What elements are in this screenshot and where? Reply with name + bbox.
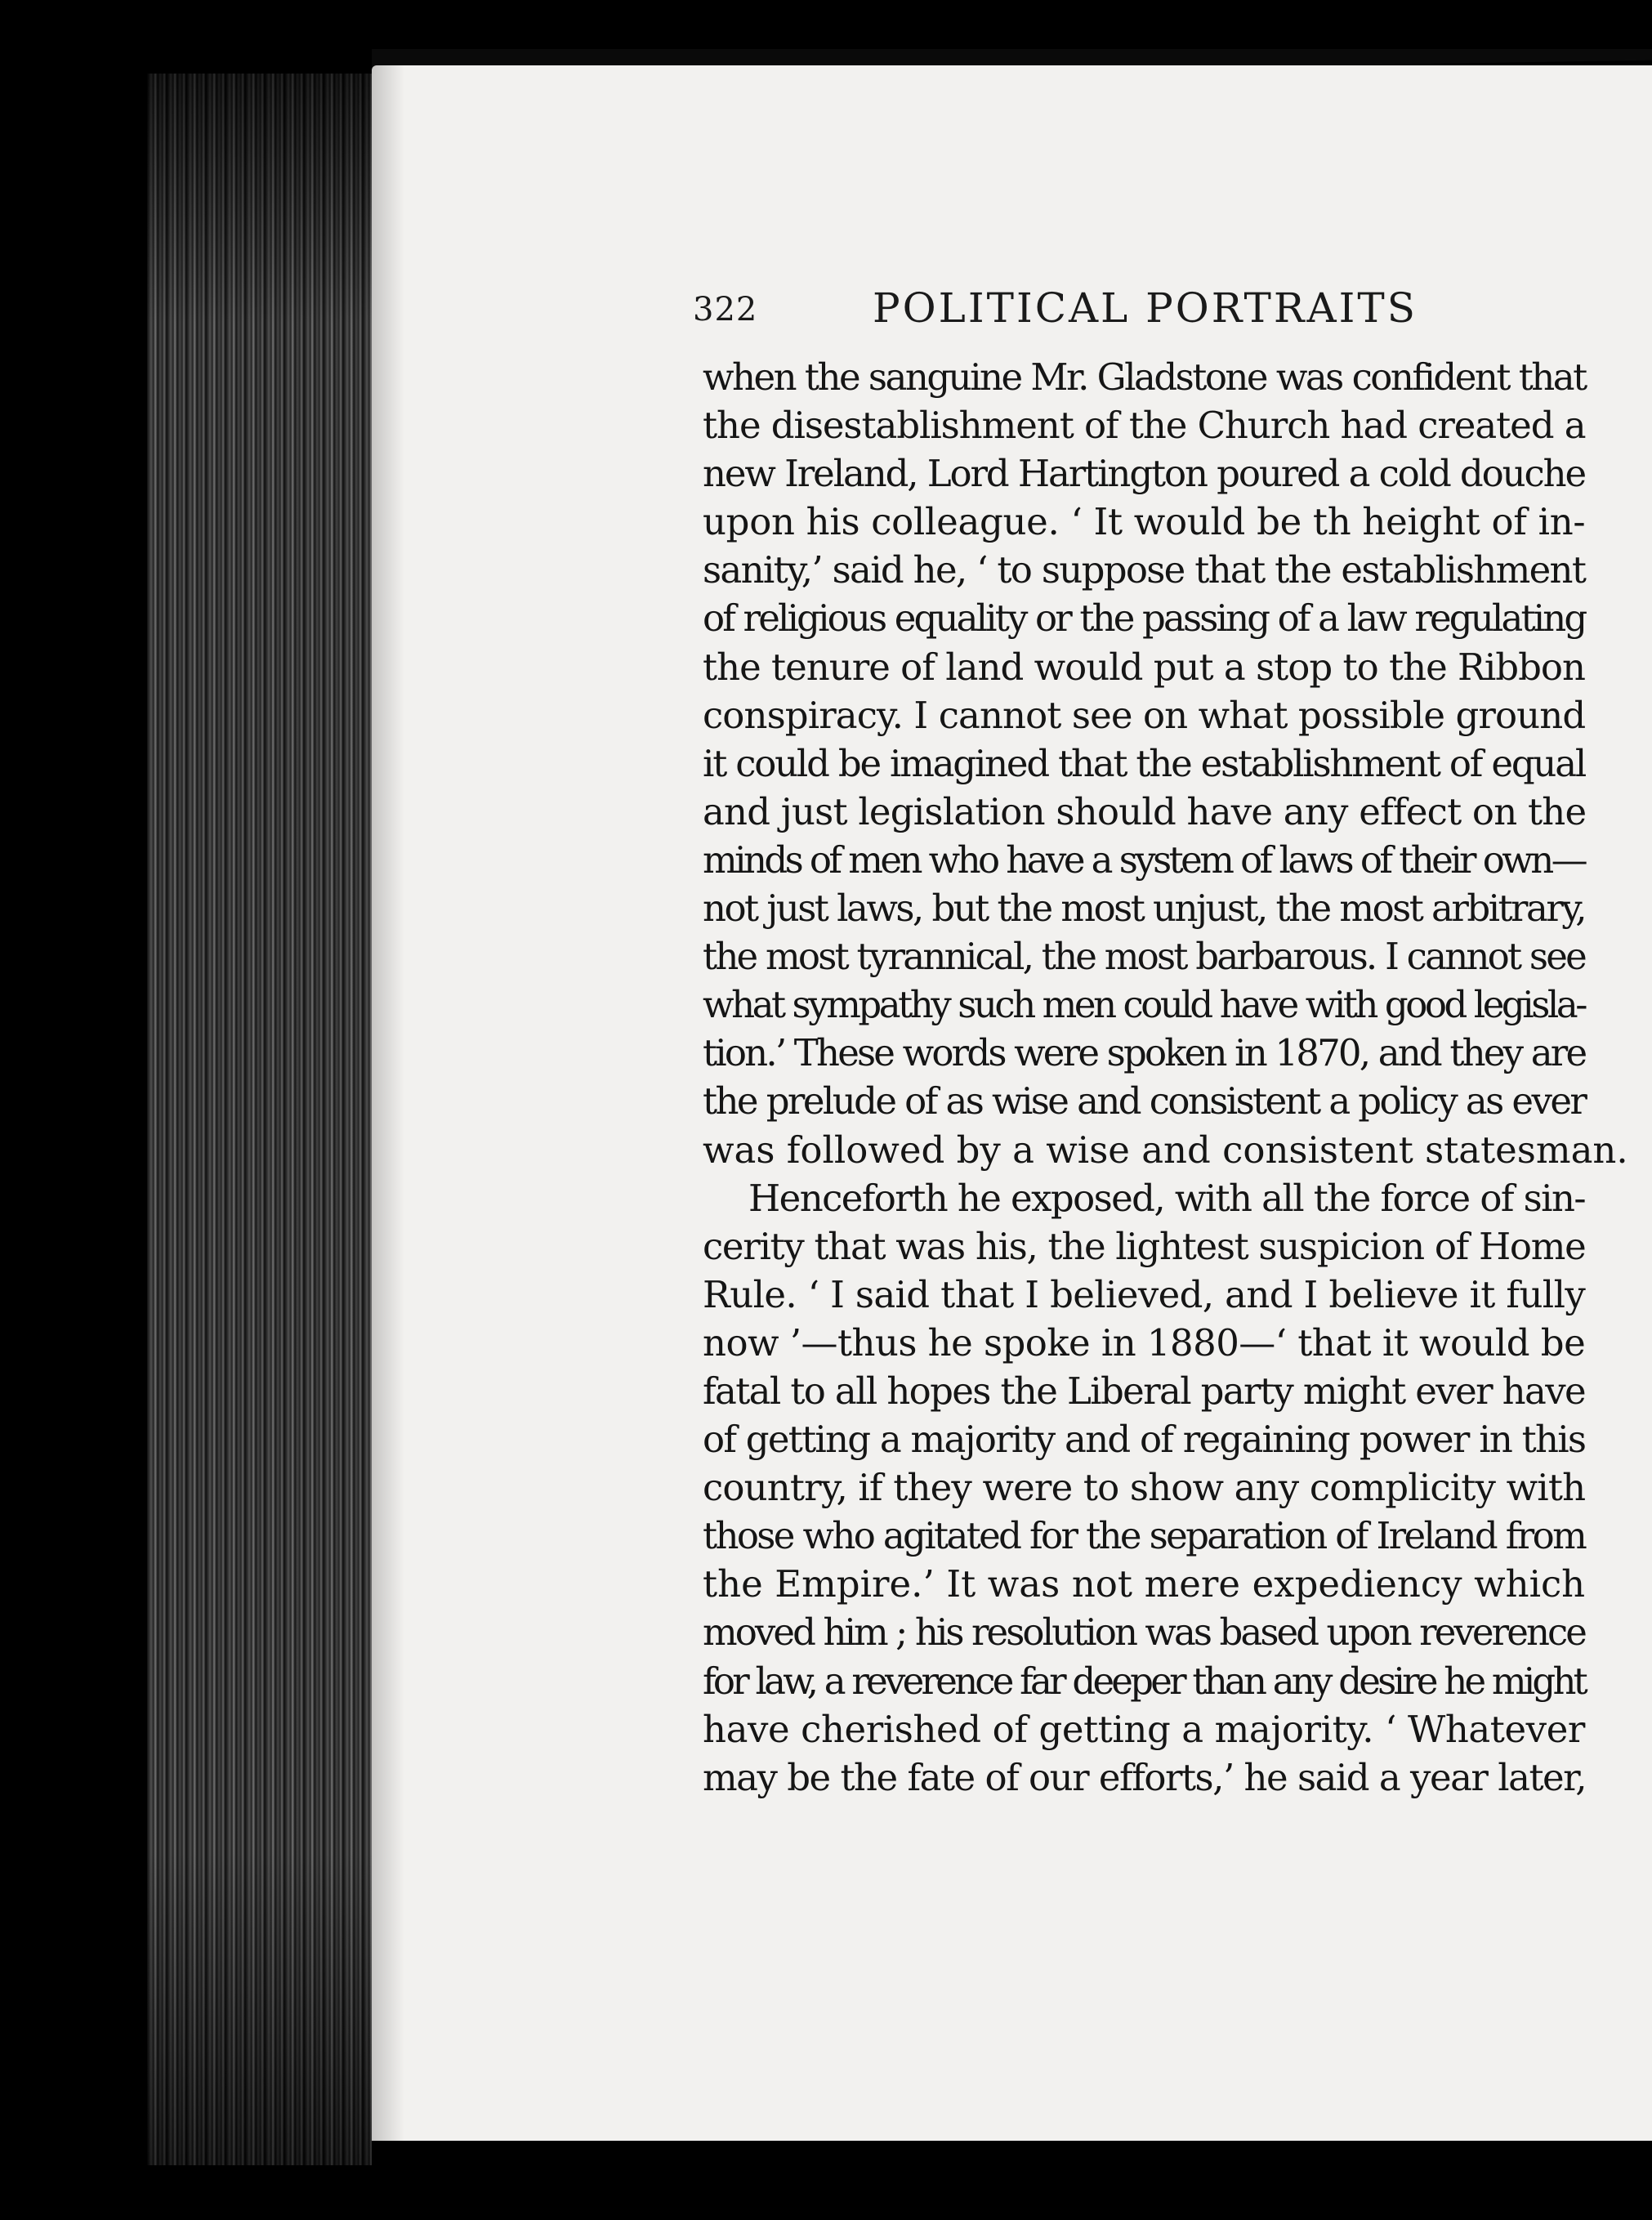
- text-line: was followed by a wise and consistent statesman.: [703, 1128, 1628, 1172]
- text-line: the tenure of land would put a stop to the Ribbon: [703, 645, 1585, 689]
- page-header: [693, 284, 1510, 342]
- text-line: sanity,’ said he, ‘ to suppose that the establishment: [703, 548, 1586, 592]
- text-line: tion.’ These words were spoken in 1870, and they are: [703, 1031, 1586, 1075]
- paragraph-2: [703, 1174, 1585, 1802]
- bottom-shadow: [372, 2141, 1652, 2220]
- text-line: of religious equality or the passing of a law regulating: [703, 596, 1586, 641]
- text-line: those who agitated for the separation of Ireland from: [703, 1514, 1586, 1558]
- text-line: what sympathy such men could have with good legisla-: [703, 983, 1585, 1027]
- page-number: 322: [693, 291, 758, 328]
- text-line: fatal to all hopes the Liberal party might ever have: [703, 1369, 1585, 1413]
- text-line: moved him ; his resolution was based upon reverence: [703, 1610, 1585, 1655]
- text-line: Rule. ‘ I said that I believed, and I believe it fully: [703, 1272, 1586, 1316]
- text-line: country, if they were to show any complicity with: [703, 1466, 1586, 1510]
- text-line: of getting a majority and of regaining power in this: [703, 1418, 1586, 1462]
- gutter-shadow: [372, 65, 404, 2141]
- paragraph-1: [703, 353, 1628, 1174]
- text-line: for law, a reverence far deeper than any desire he might: [703, 1659, 1585, 1703]
- running-head: POLITICAL PORTRAITS: [873, 284, 1418, 332]
- text-line: may be the fate of our efforts,’ he said a year later,: [703, 1755, 1587, 1799]
- text-line: the disestablishment of the Church had created a: [703, 404, 1586, 448]
- text-line: upon his colleague. ‘ It would be th height of in-: [703, 500, 1586, 544]
- text-line: cerity that was his, the lightest suspicion of Home: [703, 1224, 1586, 1268]
- text-line: it could be imagined that the establishment of equal: [703, 741, 1586, 785]
- text-line: Henceforth he exposed, with all the force of sin-: [748, 1176, 1585, 1220]
- text-line: when the sanguine Mr. Gladstone was confident that: [703, 355, 1586, 399]
- text-line: the Empire.’ It was not mere expediency which: [703, 1562, 1586, 1606]
- text-line: now ’—thus he spoke in 1880—‘ that it would be: [703, 1320, 1586, 1365]
- text-line: the most tyrannical, the most barbarous. I cannot see: [703, 935, 1585, 979]
- book-page-edges: [147, 74, 392, 2165]
- text-line: and just legislation should have any effect on the: [703, 789, 1587, 833]
- text-line: new Ireland, Lord Hartington poured a cold douche: [703, 452, 1585, 496]
- text-line: minds of men who have a system of laws of their own—: [703, 838, 1586, 882]
- text-line: the prelude of as wise and consistent a policy as ever: [703, 1079, 1586, 1123]
- body-text: [703, 353, 1628, 1802]
- text-line: not just laws, but the most unjust, the most arbitrary,: [703, 887, 1585, 931]
- text-line: have cherished of getting a majority. ‘ Whatever: [703, 1707, 1585, 1751]
- text-line: conspiracy. I cannot see on what possible ground: [703, 693, 1586, 737]
